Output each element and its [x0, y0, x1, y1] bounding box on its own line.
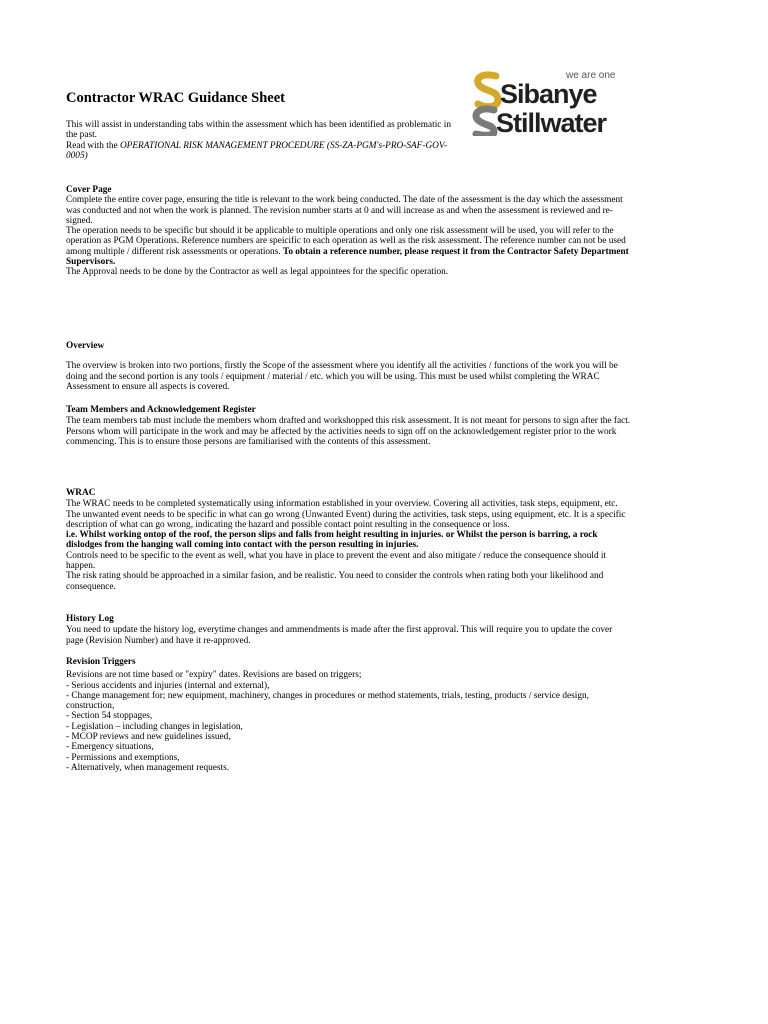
team-paragraph-2: Persons whom will participate in the work and may be affected by the activities needs to sign off on the acknowledgement register prior to the work commencing. This is to ensure those persons are familiarised with the contents of this assessment. — [66, 426, 617, 447]
history-paragraph: You need to update the history log, everytime changes and ammendments is made after the first approval. This will require you to update the cover page (Revision Number) and have it re-approved. — [66, 625, 613, 646]
read-with-label: Read with the — [66, 140, 120, 151]
team-paragraph-1: The team members tab must include the members whom drafted and workshopped this risk assessment. It is not meant for persons to sign after the fact. — [66, 416, 631, 427]
revision-trigger-item: - Permissions and exemptions, — [66, 752, 180, 763]
cover-page-heading: Cover Page — [66, 185, 112, 195]
cover-page-paragraph-1: Complete the entire cover page, ensuring the title is relevant to the work being conducted. The date of the assessment is the day which the assessment was conducted and not when the work is planned. The revision number starts at 0 and will increase as and when the assessment is reviewed and re-signed. — [66, 195, 623, 226]
revision-heading: Revision Triggers — [66, 657, 136, 667]
revision-trigger-item: - Emergency situations, — [66, 742, 154, 753]
logo-word-2: Stillwater — [496, 108, 607, 136]
logo-s-bottom-icon — [476, 109, 494, 135]
revision-trigger-item: - Change management for; new equipment, machinery, changes in procedures or method statements, trials, testing, products / service design, construction, — [66, 690, 589, 712]
revision-trigger-list — [66, 681, 632, 774]
revision-section — [66, 657, 632, 773]
cover-page-section — [66, 185, 632, 278]
logo-word-1: Sibanye — [500, 79, 597, 109]
team-section — [66, 405, 632, 447]
procedure-reference: OPERATIONAL RISK MANAGEMENT PROCEDURE (SS-ZA-PGM's-PRO-SAF-GOV-0005) — [66, 140, 448, 161]
revision-trigger-item: - MCOP reviews and new guidelines issued, — [66, 732, 231, 743]
logo-tagline: we are one — [566, 70, 616, 81]
revision-paragraph: Revisions are not time based or "expiry" dates. Revisions are based on triggers; — [66, 670, 362, 681]
wrac-paragraph-1: The WRAC needs to be completed systematically using information established in your overview. Covering all activities, task steps, equipment, etc. The unwanted event needs to be specific in what can go wrong (Unwanted Event) during the activities, task steps, using equipment, etc. It is a specific description of what can go wrong, indicating the hazard and possible contact point resulting in the consequence or loss. — [66, 499, 626, 530]
history-section — [66, 614, 632, 646]
overview-heading: Overview — [66, 341, 105, 351]
intro-text: This will assist in understanding tabs within the assessment which has been identified as problematic in the past. — [66, 120, 451, 141]
wrac-section — [66, 488, 632, 592]
wrac-paragraph-3: Controls need to be specific to the event as well, what you have in place to prevent the event and also mitigate / reduce the consequence should it happen. — [66, 550, 607, 572]
document-title: Contractor WRAC Guidance Sheet — [66, 90, 285, 106]
cover-page-paragraph-2 — [66, 226, 632, 267]
overview-paragraph: The overview is broken into two portions, firstly the Scope of the assessment where you identify all the activities / functions of the work you will be doing and the second portion is any tools / equipment / material / etc. which you will be using. This must be used whilst completing the WRAC Assessment to ensure all aspects is covered. — [66, 361, 618, 392]
revision-trigger-item: - Legislation – including changes in legislation, — [66, 721, 243, 732]
team-heading: Team Members and Acknowledgement Register — [66, 405, 256, 415]
history-heading: History Log — [66, 614, 114, 624]
sibanye-stillwater-logo — [470, 66, 628, 136]
wrac-example: i.e. Whilst working ontop of the roof, the person slips and falls from height resulting in injuries. or Whilst the person is barring, a rock dislodges from the hanging wall coming into contact with the person resulting in injuries. — [66, 530, 598, 551]
intro-block — [66, 120, 458, 161]
overview-section — [66, 341, 632, 392]
cover-page-paragraph-2-text: The operation needs to be specific but should it be applicable to multiple operations and only one risk assessment will be used, you will refer to the operation as PGM Operations. Reference numbers are speicific to each operation as well as the risk assessment. The reference number can not be used among multiple / different risk assessments or operations. — [66, 226, 626, 257]
revision-trigger-item: - Alternatively, when management requests. — [66, 762, 230, 773]
logo-s-top-icon — [478, 75, 498, 107]
wrac-paragraph-4: The risk rating should be approached in a similar fasion, and be realistic. You need to consider the controls when rating both your likelihood and consequence. — [66, 571, 604, 592]
cover-page-paragraph-3: The Approval needs to be done by the Contractor as well as legal appointees for the specific operation. — [66, 267, 449, 278]
wrac-heading: WRAC — [66, 488, 96, 498]
revision-trigger-item: - Serious accidents and injuries (internal and external), — [66, 680, 270, 691]
revision-trigger-item: - Section 54 stoppages, — [66, 711, 153, 722]
cover-page-paragraph-2-bold: To obtain a reference number, please request it from the Contractor Safety Department Supervisors. — [66, 246, 629, 268]
read-with-line — [66, 141, 458, 162]
